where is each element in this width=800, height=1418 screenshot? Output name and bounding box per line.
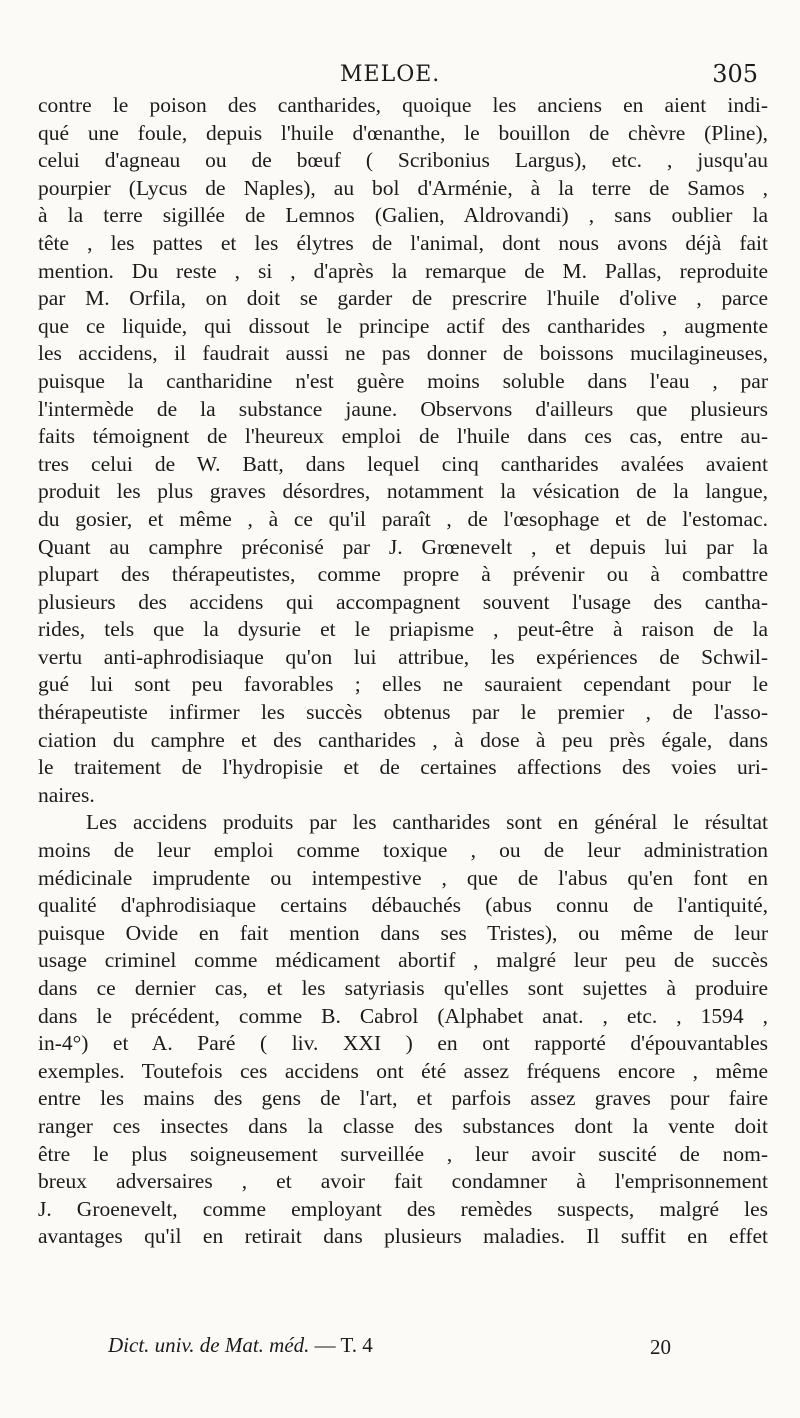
text-line: médicinale imprudente ou intempestive , que de l'abus qu'en font en [38,865,768,890]
text-line: dans ce dernier cas, et les satyriasis qu'elles sont sujettes à produire [38,976,768,1000]
text-line: pourpier (Lycus de Naples), au bol d'Arménie, à la terre de Samos , [38,175,768,200]
text-line: le traitement de l'hydropisie et de certaines affections des voies uri- [38,755,768,780]
text-line: avantages qu'il en retirait dans plusieurs maladies. Il suffit en effet [38,1224,768,1249]
signature-title: Dict. univ. de Mat. méd. [108,1333,310,1357]
text-line: mention. Du reste , si , d'après la remarque de M. Pallas, reproduite [38,258,768,283]
text-line: Les accidens produits par les cantharides sont en général le résultat [86,810,768,835]
text-line: gué lui sont peu favorables ; elles ne sauraient cependant pour le [38,672,768,697]
text-line: J. Groenevelt, comme employant des remèdes suspects, malgré les [38,1196,768,1221]
text-line: qué une foule, depuis l'huile d'œnanthe, le bouillon de chèvre (Pline), [38,120,768,145]
text-line: ranger ces insectes dans la classe des substances dont la vente doit [38,1113,768,1138]
text-line: tres celui de W. Batt, dans lequel cinq cantharides avalées avaient [38,451,768,476]
page-header [0,58,800,94]
running-title: MELOE. [340,62,441,87]
text-line: thérapeutiste infirmer les succès obtenus par le premier , de l'asso- [38,700,768,725]
text-line: exemples. Toutefois ces accidens ont été assez fréquens encore , même [38,1058,768,1083]
text-line: Quant au camphre préconisé par J. Grœnevelt , et depuis lui par la [38,534,768,559]
text-line: plusieurs des accidens qui accompagnent souvent l'usage des cantha- [38,589,768,614]
text-line: les accidens, il faudrait aussi ne pas donner de boissons mucilagineuses, [38,341,768,366]
page-number: 305 [712,60,758,88]
text-line: puisque la cantharidine n'est guère moins soluble dans l'eau , par [38,368,768,393]
text-line: que ce liquide, qui dissout le principe actif des cantharides , augmente [38,313,768,338]
signature-mark [108,1333,373,1358]
text-line: rides, tels que la dysurie et le priapisme , peut-être à raison de la [38,617,768,642]
page-footer [0,1333,800,1369]
text-line: contre le poison des cantharides, quoique les anciens en aient indi- [38,93,768,117]
text-line: breux adversaires , et avoir fait condamner à l'emprisonnement [38,1169,768,1194]
text-line: à la terre sigillée de Lemnos (Galien, Aldrovandi) , sans oublier la [38,203,768,228]
sheet-folio: 20 [650,1335,671,1359]
text-line: tête , les pattes et les élytres de l'animal, dont nous avons déjà fait [38,230,768,255]
text-line: du gosier, et même , à ce qu'il paraît , de l'œsophage et de l'estomac. [38,506,768,531]
text-line: plupart des thérapeutistes, comme propre à prévenir ou à combattre [38,562,768,587]
body-text [38,92,768,1251]
signature-tome: — T. 4 [309,1333,373,1357]
text-line: ciation du camphre et des cantharides , à dose à peu près égale, dans [38,727,768,752]
text-line: usage criminel comme médicament abortif , malgré leur peu de succès [38,948,768,973]
text-line: puisque Ovide en fait mention dans ses Tristes), ou même de leur [38,920,768,945]
text-line: faits témoignent de l'heureux emploi de l'huile dans ces cas, entre au- [38,424,768,449]
text-line: entre les mains des gens de l'art, et parfois assez graves pour faire [38,1086,768,1111]
text-line: qualité d'aphrodisiaque certains débauchés (abus connu de l'antiquité, [38,893,768,918]
text-line: celui d'agneau ou de bœuf ( Scribonius Largus), etc. , jusqu'au [38,148,768,173]
text-line: in-4°) et A. Paré ( liv. XXI ) en ont rapporté d'épouvantables [38,1031,768,1056]
text-line: produit les plus graves désordres, notamment la vésication de la langue, [38,479,768,504]
text-line: naires. [38,782,95,807]
text-line: moins de leur emploi comme toxique , ou de leur administration [38,838,768,863]
text-line: l'intermède de la substance jaune. Observons d'ailleurs que plusieurs [38,396,768,421]
text-line: par M. Orfila, on doit se garder de prescrire l'huile d'olive , parce [38,286,768,311]
text-line: vertu anti-aphrodisiaque qu'on lui attribue, les expériences de Schwil- [38,644,768,669]
text-line: dans le précédent, comme B. Cabrol (Alphabet anat. , etc. , 1594 , [38,1003,768,1028]
text-line: être le plus soigneusement surveillée , leur avoir suscité de nom- [38,1141,768,1166]
